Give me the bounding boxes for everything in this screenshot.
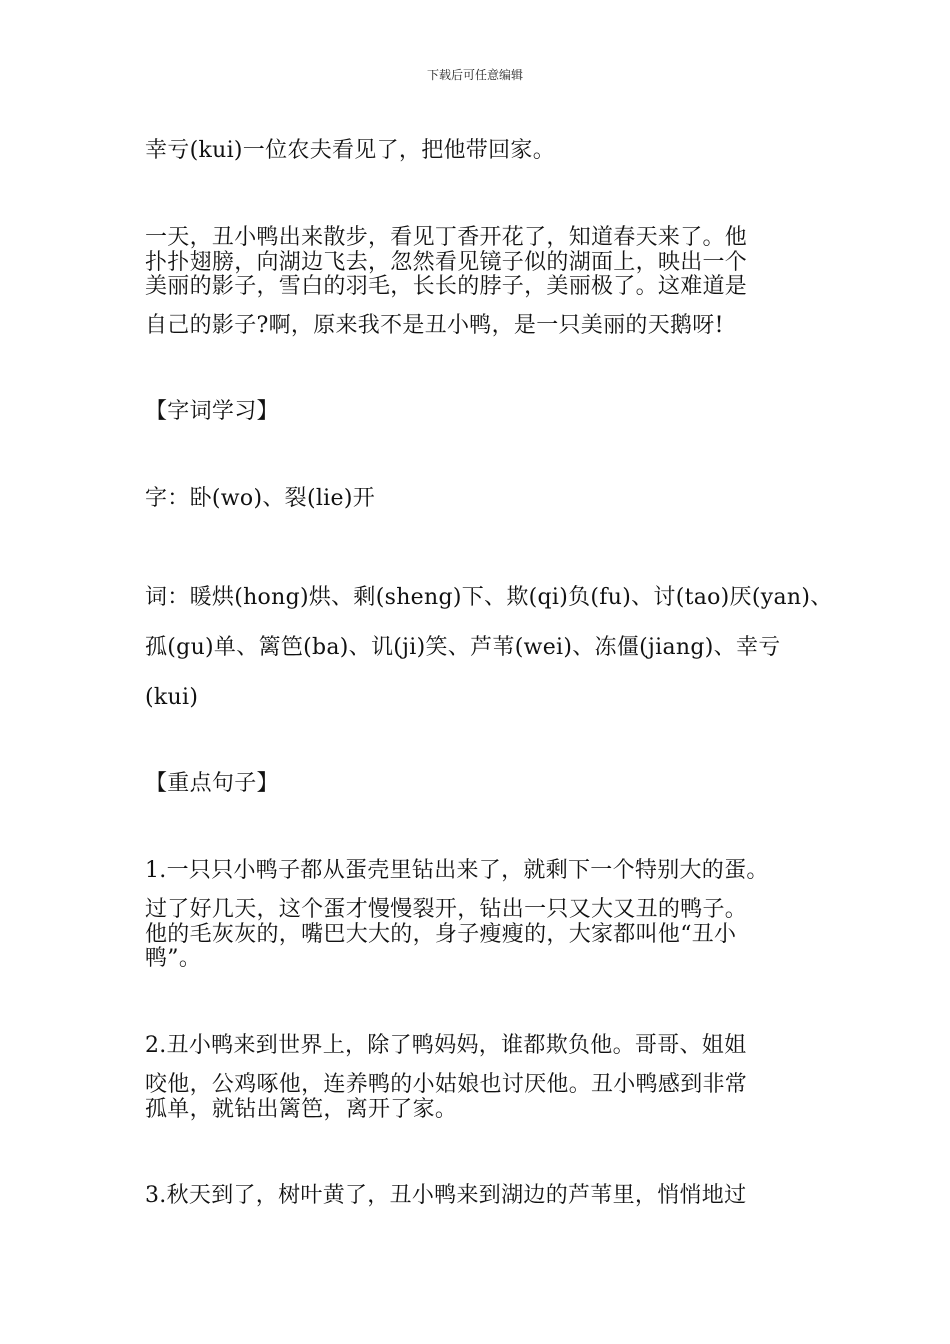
story-paragraph-line-1: 一天，丑小鸭出来散步，看见丁香开花了，知道春天来了。他 bbox=[145, 225, 748, 250]
story-paragraph-line-3: 美丽的影子，雪白的羽毛，长长的脖子，美丽极了。这难道是 bbox=[145, 274, 748, 299]
sentence-1-line-4: 鸭”。 bbox=[145, 946, 202, 971]
page-header: 下载后可任意编辑 bbox=[426, 68, 523, 82]
story-line-1: 幸亏(kui)一位农夫看见了，把他带回家。 bbox=[145, 138, 556, 163]
sentence-2-line-1: 2.丑小鸭来到世界上，除了鸭妈妈，谁都欺负他。哥哥、姐姐 bbox=[145, 1033, 747, 1058]
sentence-2-line-3: 孤单，就钻出篱笆，离开了家。 bbox=[145, 1097, 458, 1122]
words-line-3: (kui) bbox=[145, 685, 199, 710]
section-heading-vocabulary: 【字词学习】 bbox=[145, 399, 279, 424]
section-heading-key-sentences: 【重点句子】 bbox=[145, 771, 279, 796]
words-line-2: 孤(gu)单、篱笆(ba)、讥(ji)笑、芦苇(wei)、冻僵(jiang)、幸亏 bbox=[145, 635, 781, 660]
sentence-3-line-1: 3.秋天到了，树叶黄了，丑小鸭来到湖边的芦苇里，悄悄地过 bbox=[145, 1183, 747, 1208]
characters-line: 字：卧(wo)、裂(lie)开 bbox=[145, 486, 376, 511]
sentence-1-line-2: 过了好几天，这个蛋才慢慢裂开，钻出一只又大又丑的鸭子。 bbox=[145, 897, 748, 922]
words-line-1: 词：暖烘(hong)烘、剩(sheng)下、欺(qi)负(fu)、讨(tao)厌(yan)、 bbox=[145, 585, 833, 610]
sentence-2-line-2: 咬他，公鸡啄他，连养鸭的小姑娘也讨厌他。丑小鸭感到非常 bbox=[145, 1072, 748, 1097]
story-paragraph-line-2: 扑扑翅膀，向湖边飞去，忽然看见镜子似的湖面上，映出一个 bbox=[145, 250, 748, 275]
sentence-1-line-3: 他的毛灰灰的，嘴巴大大的，身子瘦瘦的，大家都叫他“丑小 bbox=[145, 922, 737, 947]
sentence-1-line-1: 1.一只只小鸭子都从蛋壳里钻出来了，就剩下一个特别大的蛋。 bbox=[145, 858, 769, 883]
story-paragraph-line-4: 自己的影子?啊，原来我不是丑小鸭，是一只美丽的天鹅呀! bbox=[145, 313, 724, 338]
